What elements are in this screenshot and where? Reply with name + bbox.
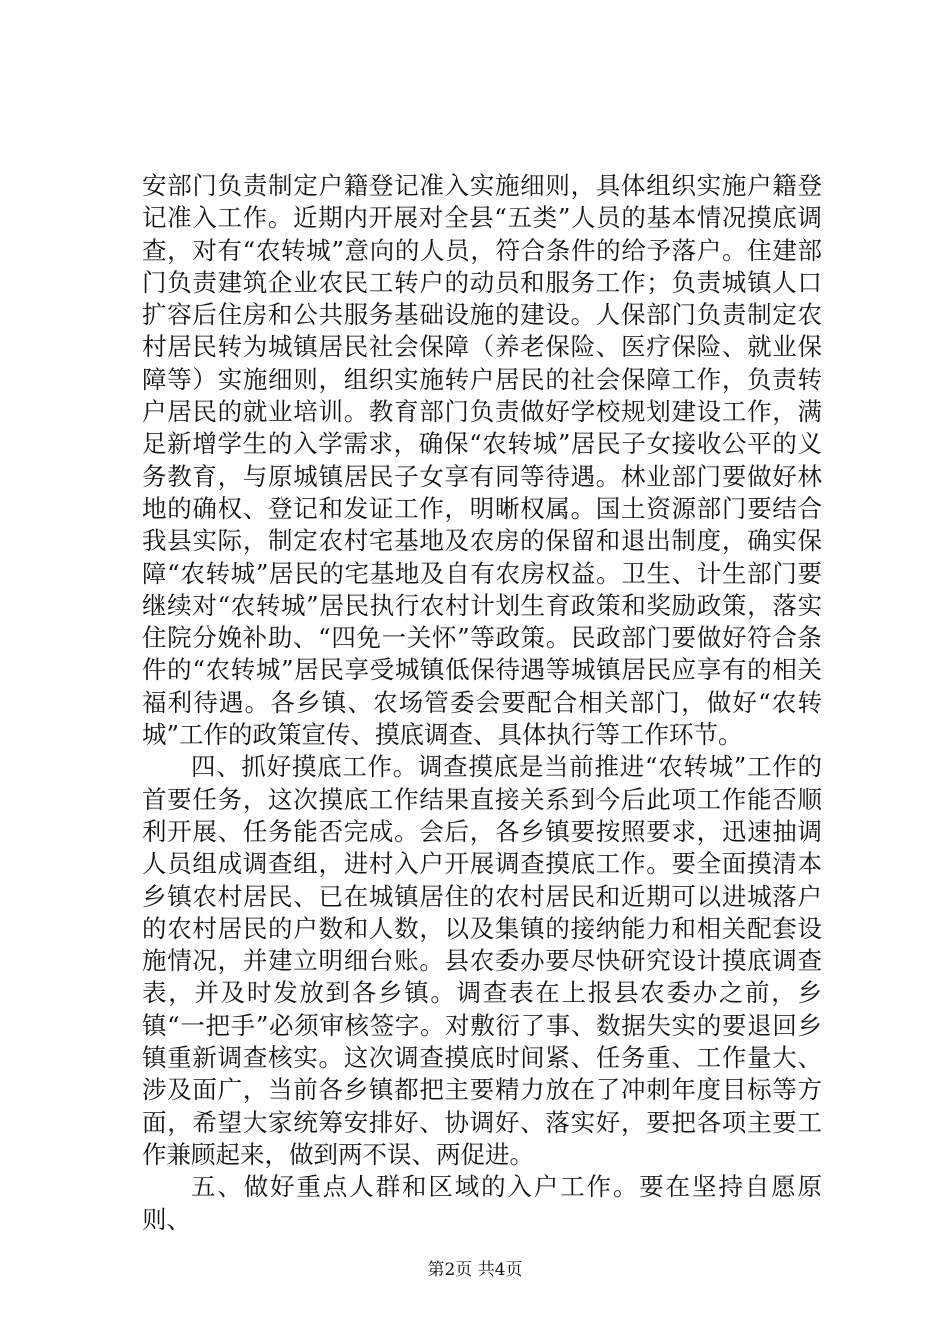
paragraph-section-five: 五、做好重点人群和区域的入户工作。要在坚持自愿原则、 [142,1172,822,1234]
paragraph-departments: 安部门负责制定户籍登记准入实施细则，具体组织实施户籍登记准入工作。近期内开展对全县“五类”人员的基本情况摸底调查，对有“农转城”意向的人员，符合条件的给予落户。住建部门负责建筑企业农民工转户的动员和服务工作；负责城镇人口扩容后住房和公共服务基础设施的建设。人保部门负责制定农村居民转为城镇居民社会保障（养老保险、医疗保险、就业保障等）实施细则，组织实施转户居民的社会保障工作，负责转户居民的就业培训。教育部门负责做好学校规划建设工作，满足新增学生的入学需求，确保“农转城”居民子女接收公平的义务教育，与原城镇居民子女享有同等待遇。林业部门要做好林地的确权、登记和发证工作，明晰权属。国土资源部门要结合我县实际，制定农村宅基地及农房的保留和退出制度，确实保障“农转城”居民的宅基地及自有农房权益。卫生、计生部门要继续对“农转城”居民执行农村计划生育政策和奖励政策，落实住院分娩补助、“四免一关怀”等政策。民政部门要做好符合条件的“农转城”居民享受城镇低保待遇等城镇居民应享有的相关福利待遇。各乡镇、农场管委会要配合相关部门，做好“农转城”工作的政策宣传、摸底调查、具体执行等工作环节。 [142,171,822,750]
paragraph-section-four: 四、抓好摸底工作。调查摸底是当前推进“农转城”工作的首要任务，这次摸底工作结果直接关系到今后此项工作能否顺利开展、任务能否完成。会后，各乡镇要按照要求，迅速抽调人员组成调查组，进村入户开展调查摸底工作。要全面摸清本乡镇农村居民、已在城镇居住的农村居民和近期可以进城落户的农村居民的户数和人数，以及集镇的接纳能力和相关配套设施情况，并建立明细台账。县农委办要尽快研究设计摸底调查表，并及时发放到各乡镇。调查表在上报县农委办之前，乡镇“一把手”必须审核签字。对敷衍了事、数据失实的要退回乡镇重新调查核实。这次调查摸底时间紧、任务重、工作量大、涉及面广，当前各乡镇都把主要精力放在了冲刺年度目标等方面，希望大家统筹安排好、协调好、落实好，要把各项主要工作兼顾起来，做到两不误、两促进。 [142,752,822,1169]
page-number: 第2页 共4页 [427,1260,523,1280]
document-body [142,170,822,1236]
page-footer [0,1255,950,1280]
